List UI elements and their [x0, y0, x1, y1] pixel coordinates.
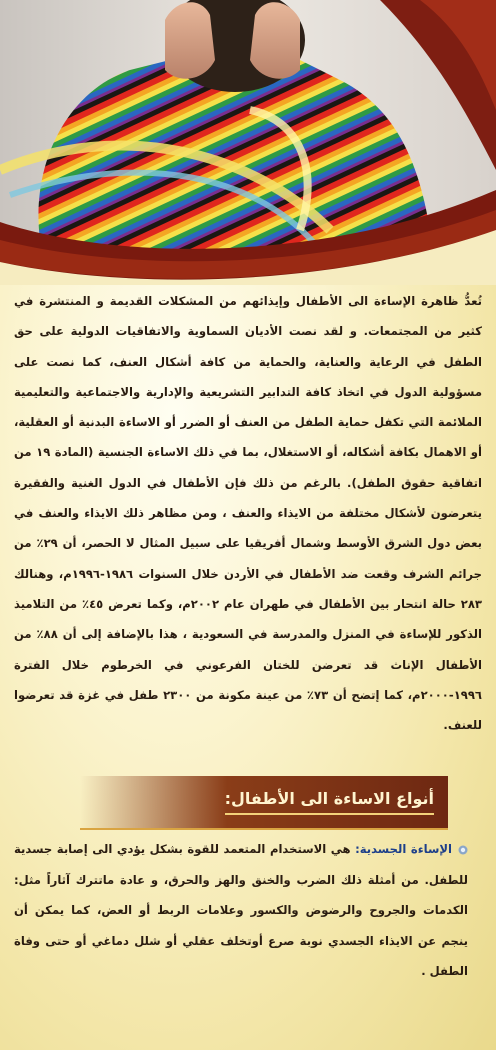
intro-paragraph: تُعدُّ ظاهرة الإساءة الى الأطفال وإيذائهم من المشكلات القديمة و المنتشرة في كثير من المجتمعات. و لقد نصت الأديان السماوية والاتفاقيات الدولية على حق الطفل في الرعاية والعناية، والحماية من كافة أشكال العنف، كما نصت على مسؤولية الدول في اتخاذ كافة التدابير التشريعية والإدارية والاجتماعية والتعليمية الملائمة التي تكفل حماية الطفل من العنف أو الضرر أو الاساءة البدنية أو العقلية، أو الاهمال بكافة أشكاله، أو الاستغلال، بما في ذلك الاساءة الجنسية (المادة ١٩ من اتفاقية حقوق الطفل). بالرغم من ذلك فإن الأطفال في الدول الغنية والفقيرة يتعرضون لأشكال مختلفة من الايذاء والعنف ، ومن مظاهر ذلك الايذاء والعنف في بعض دول الشرق الأوسط وشمال أفريقيا على سبيل المثال لا الحصر، أن ٢٩٪ من جرائم الشرف وقعت ضد الأطفال في الأردن خلال السنوات ١٩٨٦-١٩٩٦م، وهنالك ٢٨٣ حالة انتحار بين الأطفال في طهران عام ٢٠٠٢م، وكما تعرض ٤٥٪ من التلاميذ الذكور للإساءة في المنزل والمدرسة في السعودية ، هذا بالإضافة إلى أن ٨٨٪ من الأطفال الإناث قد تعرضن للختان الفرعوني في الخرطوم خلال الفترة ١٩٩٦-٢٠٠٠م، كما إتضح أن ٧٣٪ من عينة مكونة من ٢٣٠٠ طفل في غزة قد تعرضوا للعنف. — [14, 294, 482, 733]
section-header-bar — [80, 776, 448, 830]
bullet-icon — [458, 845, 468, 855]
distressed-child-illustration — [0, 0, 496, 285]
physical-abuse-term: الإساءة الجسدية: — [355, 842, 452, 856]
header-photo — [0, 0, 496, 285]
physical-abuse-text: هي الاستخدام المتعمد للقوة بشكل يؤدي الى إصابة جسدية للطفل. من أمثلة ذلك الضرب والخنق والهز والحرق، و عادة ماتترك آثاراً مثل: الكدمات والجروح والرضوض والكسور وعلامات الربط أو العض، كما يمكن أن ينجم عن الايذاء الجسدي نوبة صرع أوتخلف عقلي أو شلل دماغي أو حتى وفاة الطفل . — [14, 842, 468, 978]
physical-abuse-paragraph — [14, 834, 468, 987]
section-title: أنواع الاساءة الى الأطفال: — [224, 789, 434, 808]
